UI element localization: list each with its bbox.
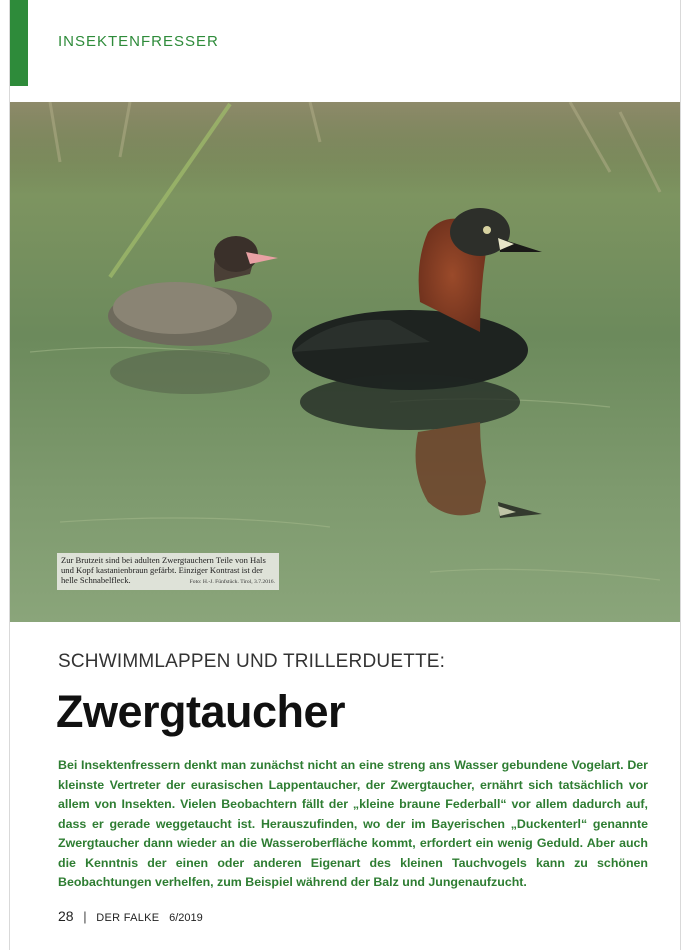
issue-number: 6/2019 — [169, 912, 203, 924]
page-number: 28 — [58, 908, 74, 924]
article-title: Zwergtaucher — [56, 686, 346, 737]
little-grebe-photo — [10, 102, 680, 622]
article-lead: Bei Insektenfressern denkt man zunächst nicht an eine streng ans Wasser gebundene Vogelart. Der kleinste Vertreter der eurasischen Lappentaucher, der Zwergtaucher, ernährt sich tatsächlich vor allem von Insekten. Vielen Beobachtern fällt der „kleine braune Federball“ vor allem dadurch auf, dass er gerade weggetaucht ist. Herauszufinden, wo der im Bayerischen „Duckenterl“ genannte Zwergtaucher dann wieder an die Wasseroberfläche kommt, erfordert ein wenig Geduld. Aber auch die Kenntnis der einen oder anderen Eigenart des kleinen Tauchvogels kann zu schönen Beobachtungen verhelfen, zum Beispiel während der Balz und Jungenaufzucht. — [58, 758, 648, 889]
photo-caption — [57, 553, 279, 590]
photo-credit: Foto: H.-J. Fünfstück. Tirol, 3.7.2016. — [189, 579, 275, 585]
page-footer — [58, 908, 203, 924]
article-kicker: SCHWIMMLAPPEN UND TRILLERDUETTE: — [58, 651, 446, 672]
magazine-name: DER FALKE — [96, 912, 160, 924]
caption-text: Zur Brutzeit sind bei adulten Zwergtauchern Teile von Hals und Kopf kastanienbraun gefärbt. Einziger Kontrast ist der helle Schnabelfleck. — [61, 555, 266, 585]
footer-separator: | — [83, 909, 87, 924]
section-color-bar — [10, 0, 28, 86]
section-label: INSEKTENFRESSER — [58, 33, 219, 50]
